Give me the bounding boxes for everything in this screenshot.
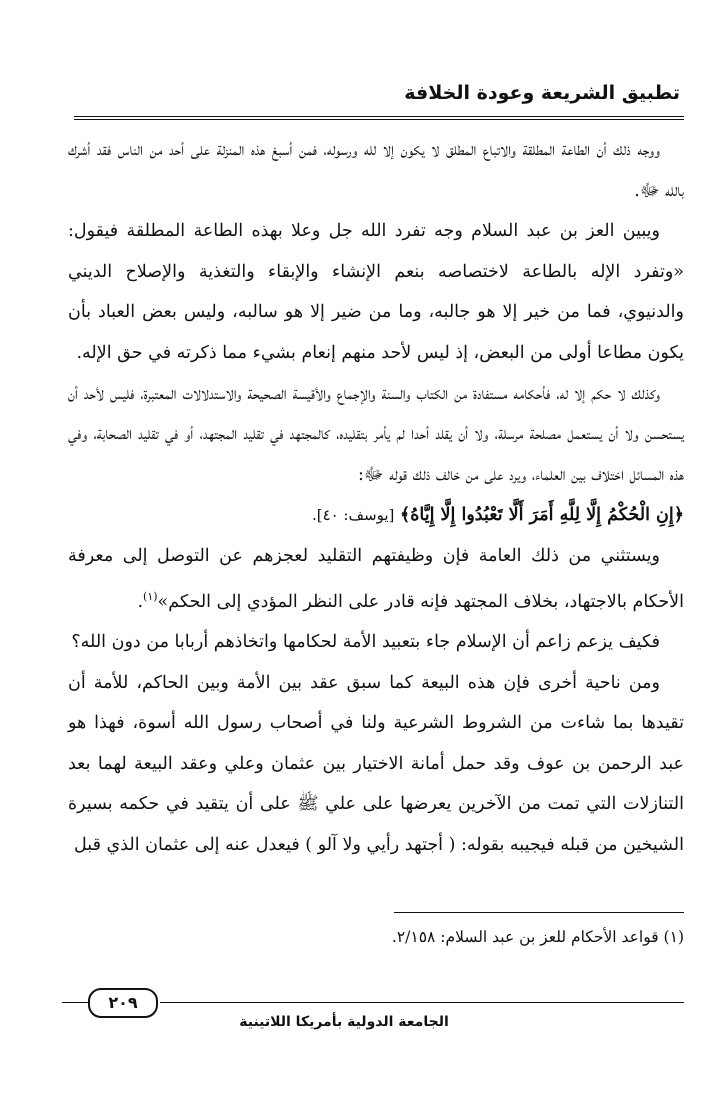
paragraph-1: ووجه ذلك أن الطاعة المطلقة والاتباع المطلق لا يكون إلا لله ورسوله، فمن أسبغ هذه المنزلة على أحد من الناس فقد أشرك بالله ﷻ.	[68, 140, 684, 201]
footer-institution: الجامعة الدولية بأمريكا اللاتينية	[239, 1014, 449, 1030]
running-header	[74, 82, 684, 104]
paragraph-4-end: .	[137, 591, 144, 612]
footnote-marker: (١)	[143, 589, 158, 603]
main-text	[68, 130, 684, 866]
header-rule	[74, 116, 684, 120]
quran-citation	[68, 495, 684, 536]
paragraph-5: فكيف يزعم زاعم أن الإسلام جاء بتعبيد الأمة لحكامها واتخاذهم أربابا من دون الله؟	[71, 631, 660, 652]
footer-rule-tail	[62, 1002, 90, 1003]
footnote-rule	[394, 912, 684, 913]
paragraph-3: وكذلك لا حكم إلا له، فأحكامه مستفادة من الكتاب والسنة والإجماع والأقيسة الصحيحة والاستدلالات المعتبرة، فليس لأحد أن يستحسن ولا أن يستعمل مصلحة مرسلة، ولا أن يقلد أحدا لم يأمر بتقليده، كالمجتهد في تقليد المجتهد، أو في تقليد الصحابة، وفي هذه المسائل اختلاف بين العلماء، ويرد على من خالف ذلك قوله ﷻ:	[68, 383, 684, 485]
paragraph-6: ومن ناحية أخرى فإن هذه البيعة كما سبق عقد بين الأمة وبين الحاكم، للأمة أن تقيدها بما شاءت من الشروط الشرعية ولنا في أصحاب رسول الله أسوة، فهذا هو عبد الرحمن بن عوف وقد حمل أمانة الاختيار بين عثمان وعلي وعقد البيعة لهما بعد التنازلات التي تمت من الآخرين يعرضها على علي ﷺ على أن يتقيد في حكمه بسيرة الشيخين من قبله فيجيبه بقوله: ( أجتهد رأيي ولا آلو ) فيعدل عنه إلى عثمان الذي قبل	[68, 672, 684, 855]
paragraph-2: ويبين العز بن عبد السلام وجه تفرد الله جل وعلا بهذه الطاعة المطلقة فيقول: «وتفرد الإله بالطاعة لاختصاصه بنعم الإنشاء والإبقاء والتغذية والإصلاح الديني والدنيوي، فما من خير إلا هو جالبه، وما من ضير إلا هو سالبه، وليس بعض العباد بأن يكون مطاعا أولى من البعض، إذ ليس لأحد منهم إنعام بشيء مما ذكرته في حق الإله.	[68, 221, 684, 363]
page-number: ٢٠٩	[88, 988, 158, 1018]
quran-reference: [يوسف: ٤٠].	[311, 506, 395, 525]
paragraph-4-text: ويستثني من ذلك العامة فإن وظيفتهم التقليد لعجزهم عن التوصل إلى معرفة الأحكام بالاجتهاد، بخلاف المجتهد فإنه قادر على النظر المؤدي إلى الحكم»	[68, 545, 684, 612]
paragraph-4	[68, 536, 684, 622]
book-title: تطبيق الشريعة وعودة الخلافة	[404, 82, 680, 104]
footnote: (١) قواعد الأحكام للعز بن عبد السلام: ٢/١٥٨.	[391, 928, 684, 946]
footer-rule	[160, 1002, 684, 1003]
quran-verse: ﴿إِنِ الْحُكْمُ إِلَّا لِلَّهِ أَمَرَ أَلَّا تَعْبُدُوا إِلَّا إِيَّاهُ﴾	[399, 505, 684, 526]
